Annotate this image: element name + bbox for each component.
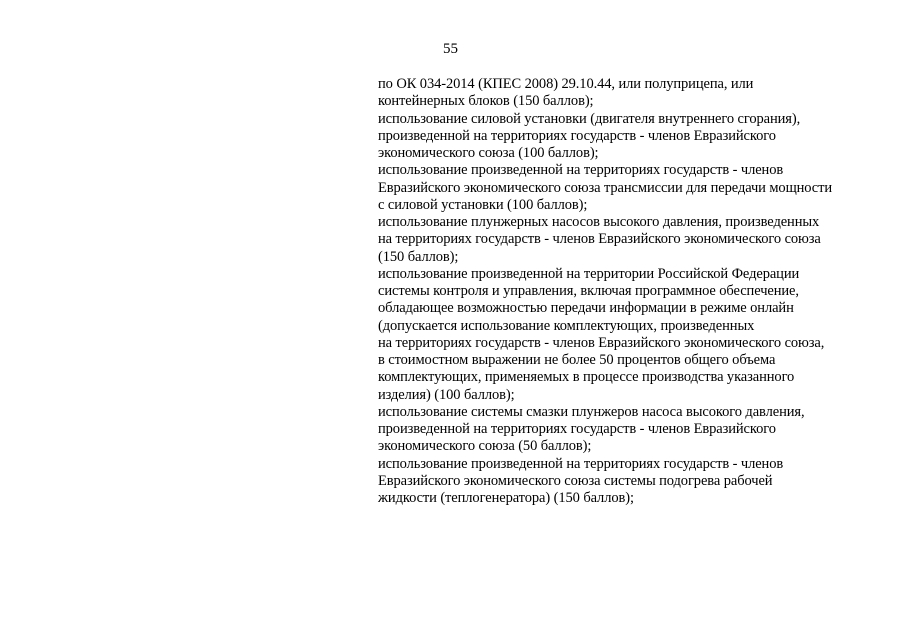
text-line: использование системы смазки плунжеров насоса высокого давления, — [378, 403, 805, 420]
text-line: использование произведенной на территориях государств - членов — [378, 162, 784, 179]
text-line: изделия) (100 баллов); — [378, 386, 515, 403]
text-line: с силовой установки (100 баллов); — [378, 196, 588, 213]
text-line: на территориях государств - членов Евразийского экономического союза — [378, 231, 821, 248]
text-line: использование произведенной на территориях государств - членов — [378, 455, 784, 472]
text-line: произведенной на территориях государств - членов Евразийского — [378, 127, 776, 144]
text-line: по ОК 034-2014 (КПЕС 2008) 29.10.44, или полуприцепа, или — [378, 76, 754, 92]
text-line: на территориях государств - членов Евразийского экономического союза, — [378, 334, 825, 351]
text-line: комплектующих, применяемых в процессе производства указанного — [378, 369, 795, 386]
text-line: использование плунжерных насосов высокого давления, произведенных — [378, 214, 820, 230]
text-line: Евразийского экономического союза трансмиссии для передачи мощности — [378, 179, 833, 196]
text-line: экономического союза (50 баллов); — [378, 438, 592, 455]
text-line: произведенной на территориях государств - членов Евразийского — [378, 421, 776, 437]
text-line: системы контроля и управления, включая программное обеспечение, — [378, 283, 799, 299]
body-text — [378, 76, 868, 507]
page-number: 55 — [443, 41, 458, 57]
text-line: экономического союза (100 баллов); — [378, 145, 599, 161]
text-line: жидкости (теплогенератора) (150 баллов); — [378, 490, 634, 506]
text-line: обладающее возможностью передачи информации в режиме онлайн — [378, 300, 794, 317]
text-line: использование произведенной на территории Российской Федерации — [378, 265, 800, 282]
text-line: (150 баллов); — [378, 248, 459, 265]
text-line: (допускается использование комплектующих, произведенных — [378, 317, 755, 334]
text-line: использование силовой установки (двигателя внутреннего сгорания), — [378, 110, 801, 127]
text-line: в стоимостном выражении не более 50 процентов общего объема — [378, 352, 776, 368]
text-line: контейнерных блоков (150 баллов); — [378, 93, 594, 110]
text-line: Евразийского экономического союза системы подогрева рабочей — [378, 472, 773, 489]
